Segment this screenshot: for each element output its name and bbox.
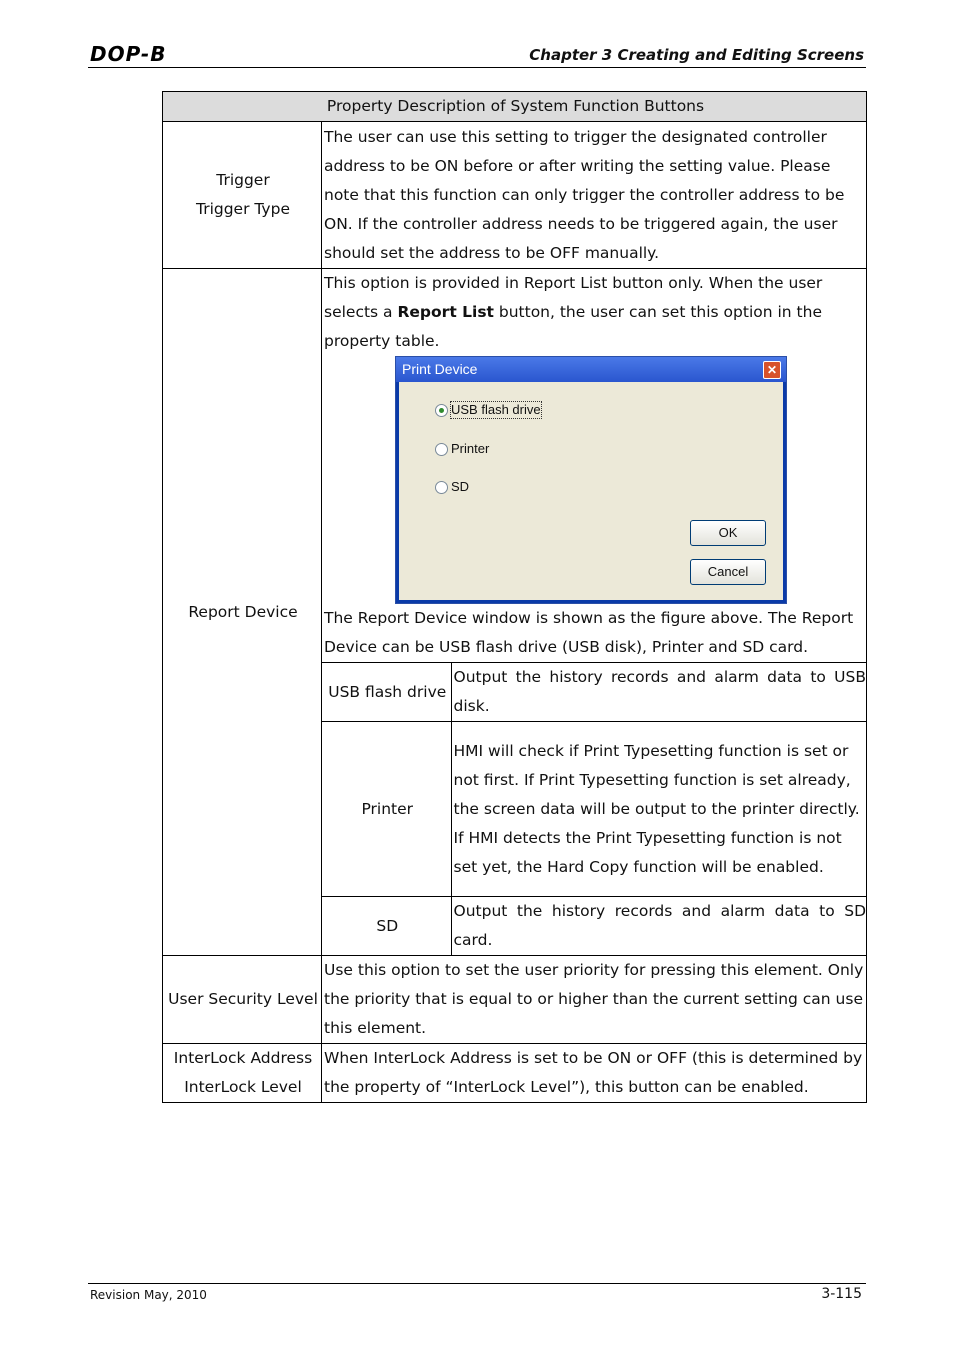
label-user-security: User Security Level (163, 956, 322, 1044)
table-heading: Property Description of System Function Buttons (163, 92, 867, 122)
page-number: 3-115 (821, 1286, 862, 1302)
table-row-interlock (163, 1044, 867, 1103)
cancel-button[interactable]: Cancel (690, 559, 766, 585)
revision-date: Revision May, 2010 (90, 1288, 207, 1302)
label-interlock-address: InterLock Address (173, 1049, 313, 1067)
row-label-trigger (163, 122, 322, 269)
radio-unselected-icon[interactable] (435, 481, 448, 494)
print-device-dialog (395, 356, 787, 604)
radio-printer-label: Printer (451, 441, 490, 456)
dialog-body (399, 382, 783, 600)
table-row-trigger (163, 122, 867, 269)
ok-button[interactable]: OK (690, 520, 766, 546)
report-list-keyword: Report List (397, 303, 494, 321)
chapter-title: Chapter 3 Creating and Editing Screens (529, 46, 864, 64)
radio-printer[interactable] (435, 441, 489, 457)
table-row-report-device (163, 269, 867, 956)
desc-trigger: The user can use this setting to trigger the designated controller address to be ON before or after writing the setting value. Please note that this function can only trigger the controller address to be ON. If the controller address needs to be triggered again, the user should set the address to be OFF manually. (322, 122, 867, 269)
report-intro: This option is provided in Report List button only. When the user selects a Report List button, the user can set this option in the property table. (324, 274, 823, 350)
label-interlock-level: InterLock Level (184, 1078, 302, 1096)
close-icon[interactable]: ✕ (763, 361, 781, 379)
desc-report-device (322, 269, 867, 956)
desc-interlock: When InterLock Address is set to be ON or OFF (this is determined by the property of “InterLock Level”), this button can be enabled. (322, 1044, 867, 1103)
report-device-options-table (322, 662, 866, 955)
table-row-user-security (163, 956, 867, 1044)
option-desc-printer: HMI will check if Print Typesetting function is set or not first. If Print Typesetting function is set already, the screen data will be output to the printer directly. If HMI detects the Print Typesetting function is not set yet, the Hard Copy function will be enabled. (451, 722, 866, 897)
dialog-title: Print Device (402, 361, 478, 377)
radio-sd-label: SD (451, 479, 470, 494)
table-row (322, 663, 866, 722)
option-name-sd: SD (322, 897, 451, 956)
desc-user-security: Use this option to set the user priority for pressing this element. Only the priority that is equal to or higher than the current setting can use this element. (322, 956, 867, 1044)
report-after-figure: The Report Device window is shown as the figure above. The Report Device can be USB flash drive (USB disk), Printer and SD card. (324, 609, 854, 656)
radio-usb-flash-drive[interactable] (435, 402, 541, 418)
dialog-title-bar (396, 357, 786, 382)
option-desc-usb: Output the history records and alarm data to USB disk. (451, 663, 866, 722)
table-row (322, 722, 866, 897)
table-row (322, 897, 866, 956)
radio-selected-icon[interactable] (435, 404, 448, 417)
footer-divider (88, 1283, 866, 1284)
option-name-printer: Printer (322, 722, 451, 897)
property-table (162, 91, 867, 1103)
radio-sd[interactable] (435, 479, 469, 495)
brand-logo: DOP-B (90, 42, 167, 66)
option-desc-sd: Output the history records and alarm data to SD card. (451, 897, 866, 956)
label-trigger-type: Trigger Type (196, 200, 290, 218)
header-divider (88, 67, 866, 68)
row-label-interlock (163, 1044, 322, 1103)
label-trigger: Trigger (216, 171, 270, 189)
label-report-device: Report Device (163, 269, 322, 956)
radio-unselected-icon[interactable] (435, 443, 448, 456)
radio-usb-label: USB flash drive (451, 402, 541, 417)
option-name-usb: USB flash drive (322, 663, 451, 722)
